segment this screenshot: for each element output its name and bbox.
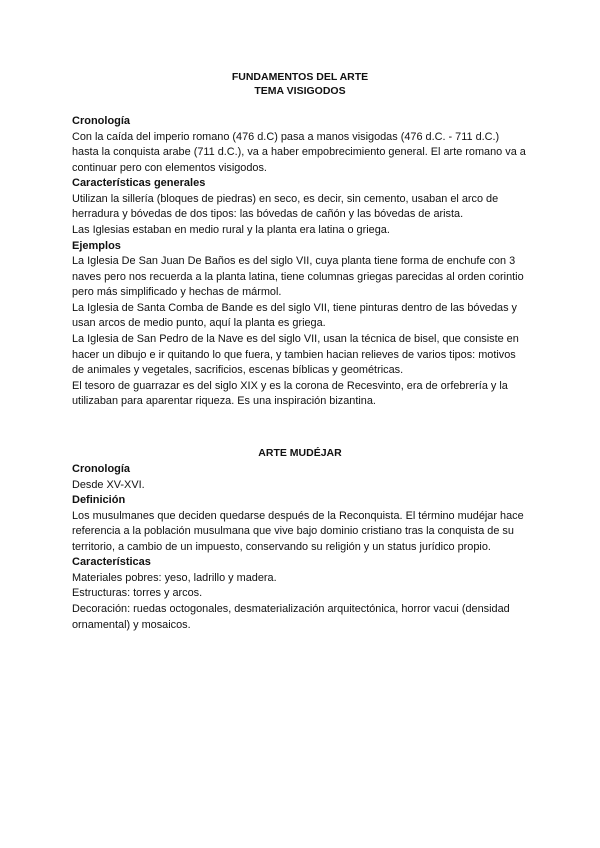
ejemplo-tesoro-guarrazar: El tesoro de guarrazar es del siglo XIX y es la corona de Recesvinto, era de orfebrería y la utilizaban para aparentar riqueza. Es una inspiración bizantina. [72, 379, 508, 408]
title-line-2: TEMA VISIGODOS [254, 85, 346, 97]
caracteristicas-text-2: Las Iglesias estaban en medio rural y la planta era latina o griega. [72, 223, 390, 236]
mudejar-definicion-heading: Definición [72, 494, 126, 507]
document-title [72, 70, 528, 98]
ejemplo-san-pedro: La Iglesia de San Pedro de la Nave es del siglo VII, usan la técnica de bisel, que consiste en hacer un dibujo e ir quitando lo que fuera, y tambien hacian relieves de varios tipos: motivos de animales y vegetales, sacrificios, escenas bíblicas y geométricas. [72, 333, 519, 377]
ejemplos-heading: Ejemplos [72, 239, 121, 252]
mudejar-cronologia-text: Desde XV-XVI. [72, 478, 145, 491]
caracteristicas-text-1: Utilizan la sillería (bloques de piedras) en seco, es decir, sin cemento, usaban el arco de herradura y bóvedas de dos tipos: las bóvedas de cañón y las bóvedas de arista. [72, 192, 499, 221]
ejemplo-san-juan: La Iglesia De San Juan De Baños es del siglo VII, cuya planta tiene forma de enchufe con 3 naves pero nos recuerda a la planta latina, tiene columnas griegas parecidas al orden corintio pero más simplificado y hechas de mármol. [72, 255, 524, 299]
mudejar-materiales: Materiales pobres: yeso, ladrillo y madera. [72, 571, 277, 584]
mudejar-cronologia-heading: Cronología [72, 463, 131, 475]
cronologia-heading: Cronología [72, 115, 131, 127]
mudejar-estructuras: Estructuras: torres y arcos. [72, 587, 203, 600]
mudejar-definicion-text: Los musulmanes que deciden quedarse después de la Reconquista. El término mudéjar hace referencia a la población musulmana que vive bajo dominio cristiano tras la conquista de su territorio, a cambio de un impuesto, conservando su religión y un status jurídico propio. [72, 509, 524, 553]
visigodos-section [72, 114, 528, 410]
caracteristicas-generales-heading: Características generales [72, 177, 206, 190]
document-page [72, 70, 528, 633]
mudejar-title: ARTE MUDÉJAR [258, 447, 342, 459]
mudejar-decoracion: Decoración: ruedas octogonales, desmaterialización arquitectónica, horror vacui (densidad ornamental) y mosaicos. [72, 603, 510, 631]
title-line-1: FUNDAMENTOS DEL ARTE [231, 71, 369, 83]
cronologia-text: Con la caída del imperio romano (476 d.C) pasa a manos visigodas (476 d.C. - 711 d.C.) hasta la conquista arabe (711 d.C.), va a haber empobrecimiento general. El arte romano va a continuar pero con elementos visigodos. [72, 130, 526, 174]
mudejar-caracteristicas-heading: Características [72, 556, 151, 569]
ejemplo-santa-comba: La Iglesia de Santa Comba de Bande es del siglo VII, tiene pinturas dentro de las bóvedas y usan arcos de medio punto, aquí la planta es griega. [72, 301, 517, 330]
mudejar-section [72, 446, 528, 633]
section-spacer [72, 410, 528, 446]
